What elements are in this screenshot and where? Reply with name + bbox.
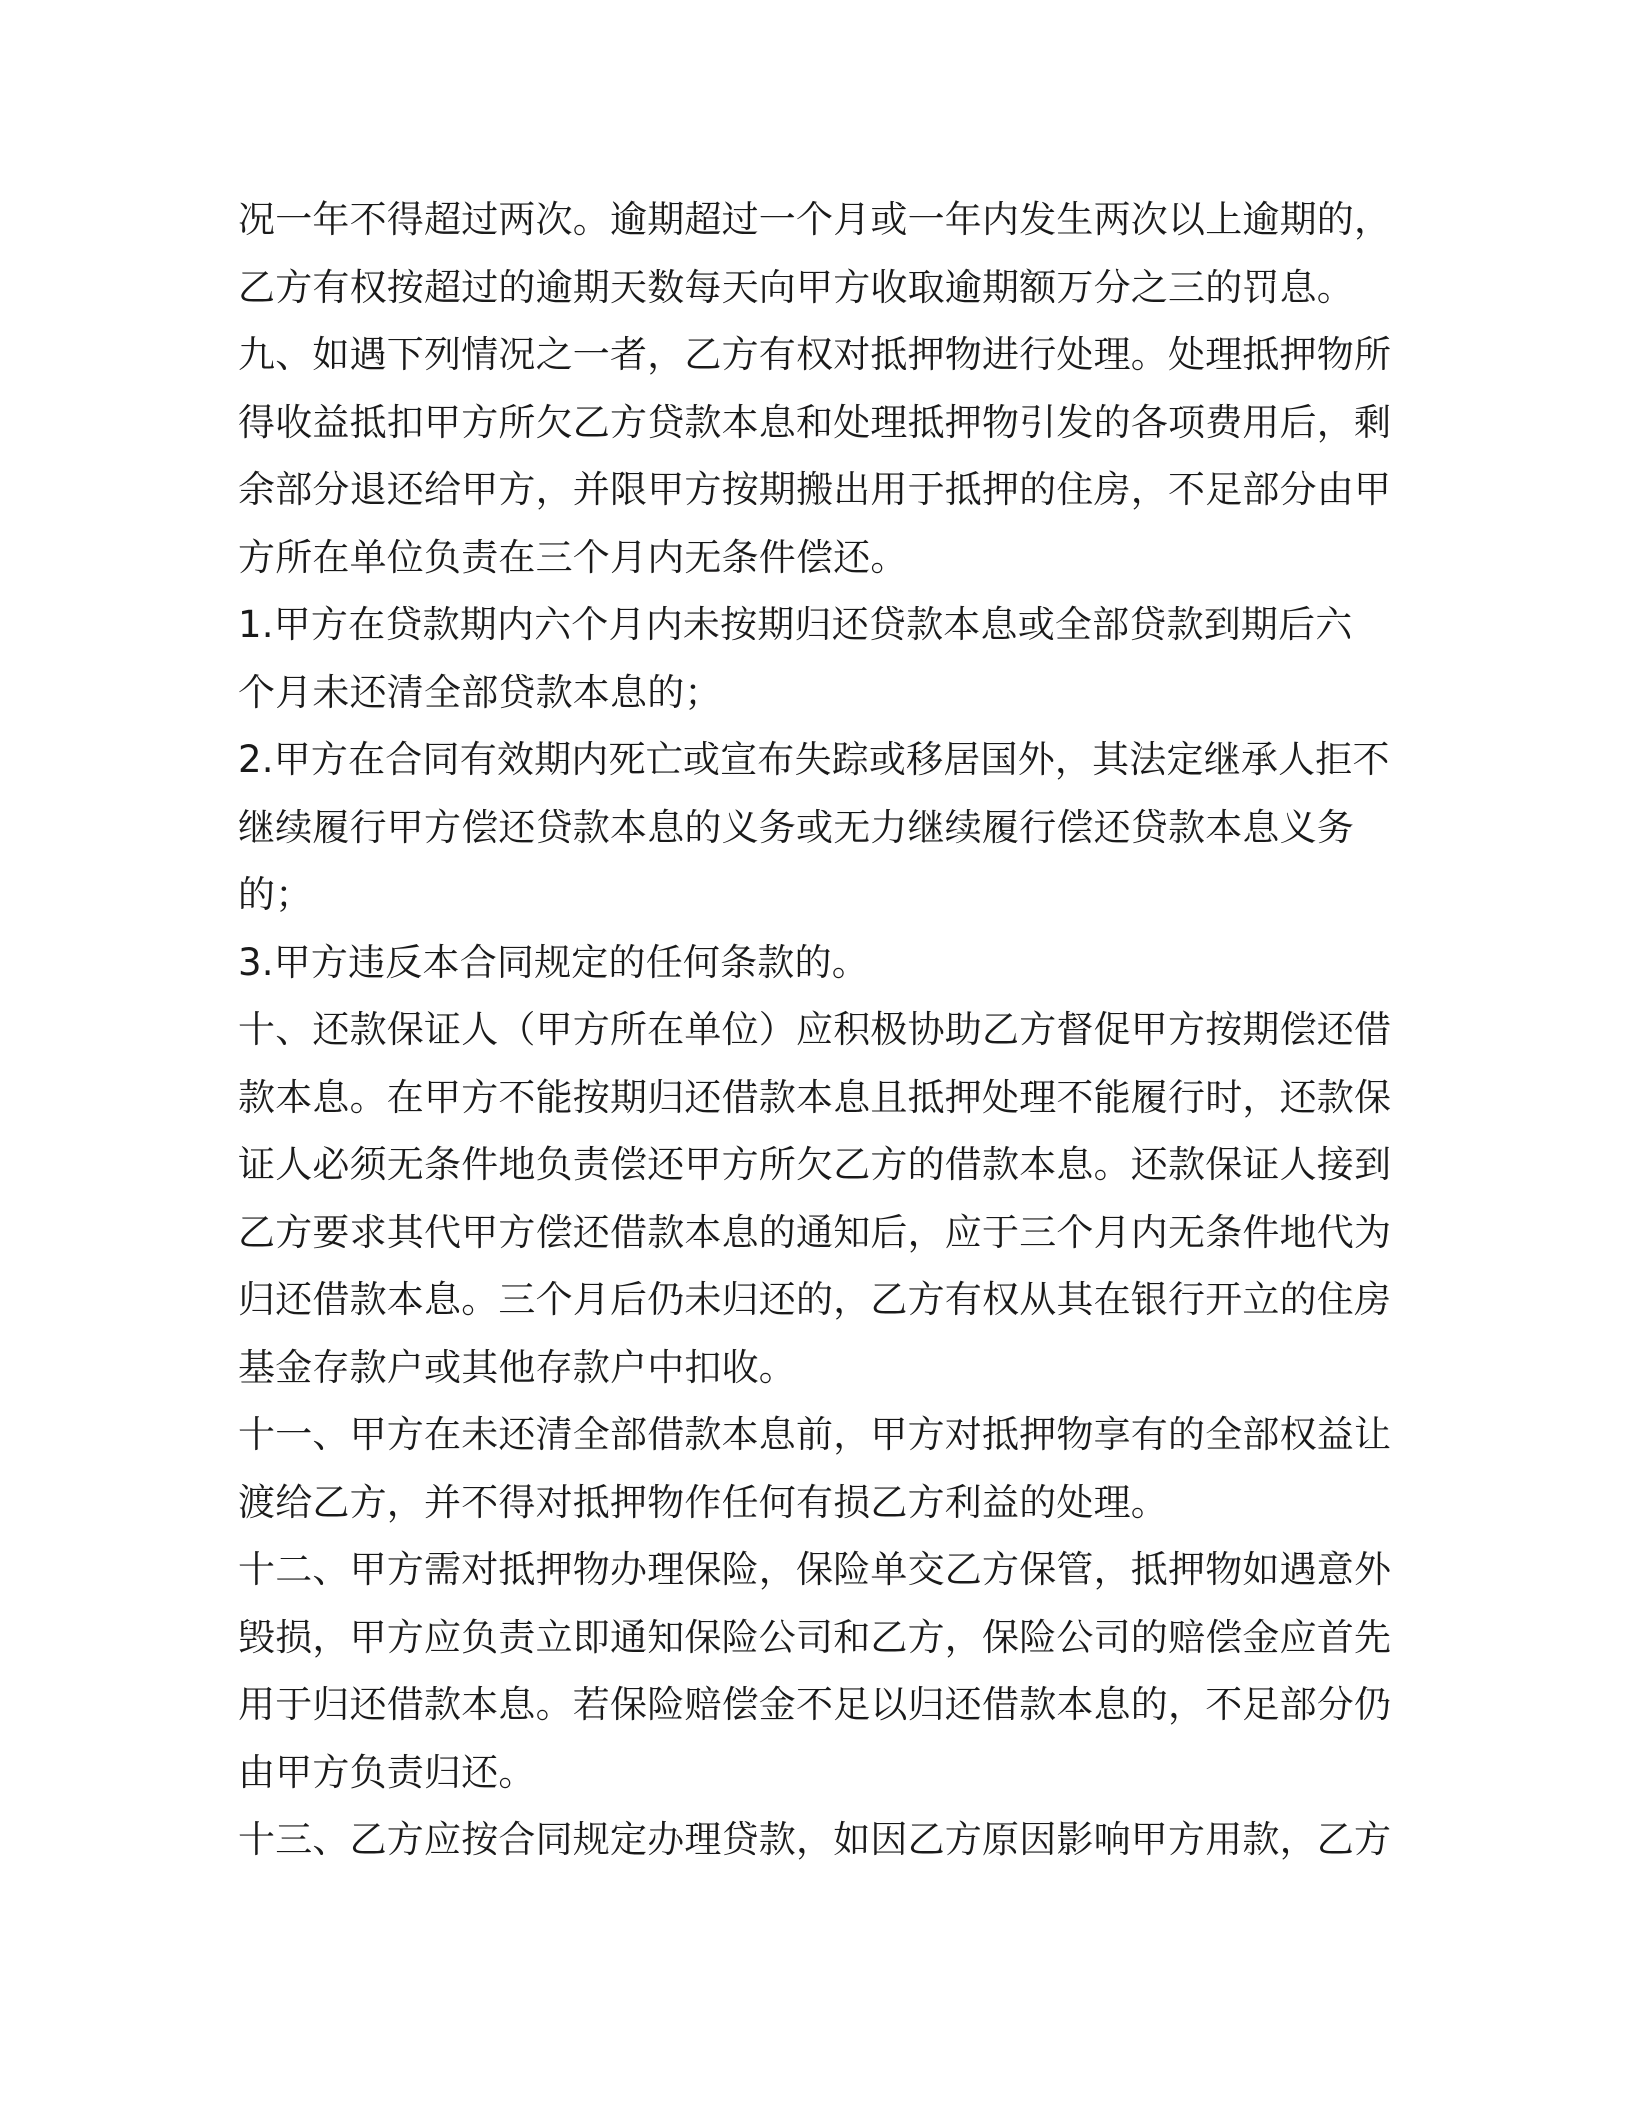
text-line: 归还借款本息。三个月后仍未归还的，乙方有权从其在银行开立的住房 [238,1278,1392,1321]
text-line: 的； [238,873,313,916]
text-line: 款本息。在甲方不能按期归还借款本息且抵押处理不能履行时，还款保 [238,1075,1392,1119]
text-line: 毁损，甲方应负责立即通知保险公司和乙方，保险公司的赔偿金应首先 [238,1615,1392,1659]
clause-twelve-line: 十二、甲方需对抵押物办理保险，保险单交乙方保管，抵押物如遇意外 [238,1548,1392,1591]
text-line: 方所在单位负责在三个月内无条件偿还。 [238,535,908,579]
text-line: 得收益抵扣甲方所欠乙方贷款本息和处理抵押物引发的各项费用后，剩 [238,400,1392,444]
text-line: 证人必须无条件地负责偿还甲方所欠乙方的借款本息。还款保证人接到 [238,1143,1392,1186]
document-body [238,186,1400,1874]
clause-ten-line: 十、还款保证人（甲方所在单位）应积极协助乙方督促甲方按期偿还借 [238,1008,1392,1051]
text-line: 由甲方负责归还。 [238,1750,536,1794]
text-line: 个月未还清全部贷款本息的； [238,670,722,714]
item-one-line: 1.甲方在贷款期内六个月内未按期归还贷款本息或全部贷款到期后六 [238,603,1353,646]
item-two-line: 2.甲方在合同有效期内死亡或宣布失踪或移居国外，其法定继承人拒不 [238,738,1390,781]
item-three-line: 3.甲方违反本合同规定的任何条款的。 [238,940,869,984]
clause-nine-line: 九、如遇下列情况之一者，乙方有权对抵押物进行处理。处理抵押物所 [238,333,1392,376]
text-line: 乙方要求其代甲方偿还借款本息的通知后，应于三个月内无条件地代为 [238,1210,1392,1254]
text-line: 余部分退还给甲方，并限甲方按期搬出用于抵押的住房，不足部分由甲 [238,468,1392,511]
text-line: 用于归还借款本息。若保险赔偿金不足以归还借款本息的，不足部分仍 [238,1683,1392,1726]
text-line: 渡给乙方，并不得对抵押物作任何有损乙方利益的处理。 [238,1480,1168,1524]
text-line: 况一年不得超过两次。逾期超过一个月或一年内发生两次以上逾期的， [238,198,1392,241]
clause-eleven-line: 十一、甲方在未还清全部借款本息前，甲方对抵押物享有的全部权益让 [238,1413,1392,1456]
text-line: 基金存款户或其他存款户中扣收。 [238,1345,796,1389]
clause-thirteen-line: 十三、乙方应按合同规定办理贷款，如因乙方原因影响甲方用款，乙方 [238,1818,1392,1861]
text-line: 继续履行甲方偿还贷款本息的义务或无力继续履行偿还贷款本息义务 [238,805,1354,849]
text-line: 乙方有权按超过的逾期天数每天向甲方收取逾期额万分之三的罚息。 [238,265,1354,309]
